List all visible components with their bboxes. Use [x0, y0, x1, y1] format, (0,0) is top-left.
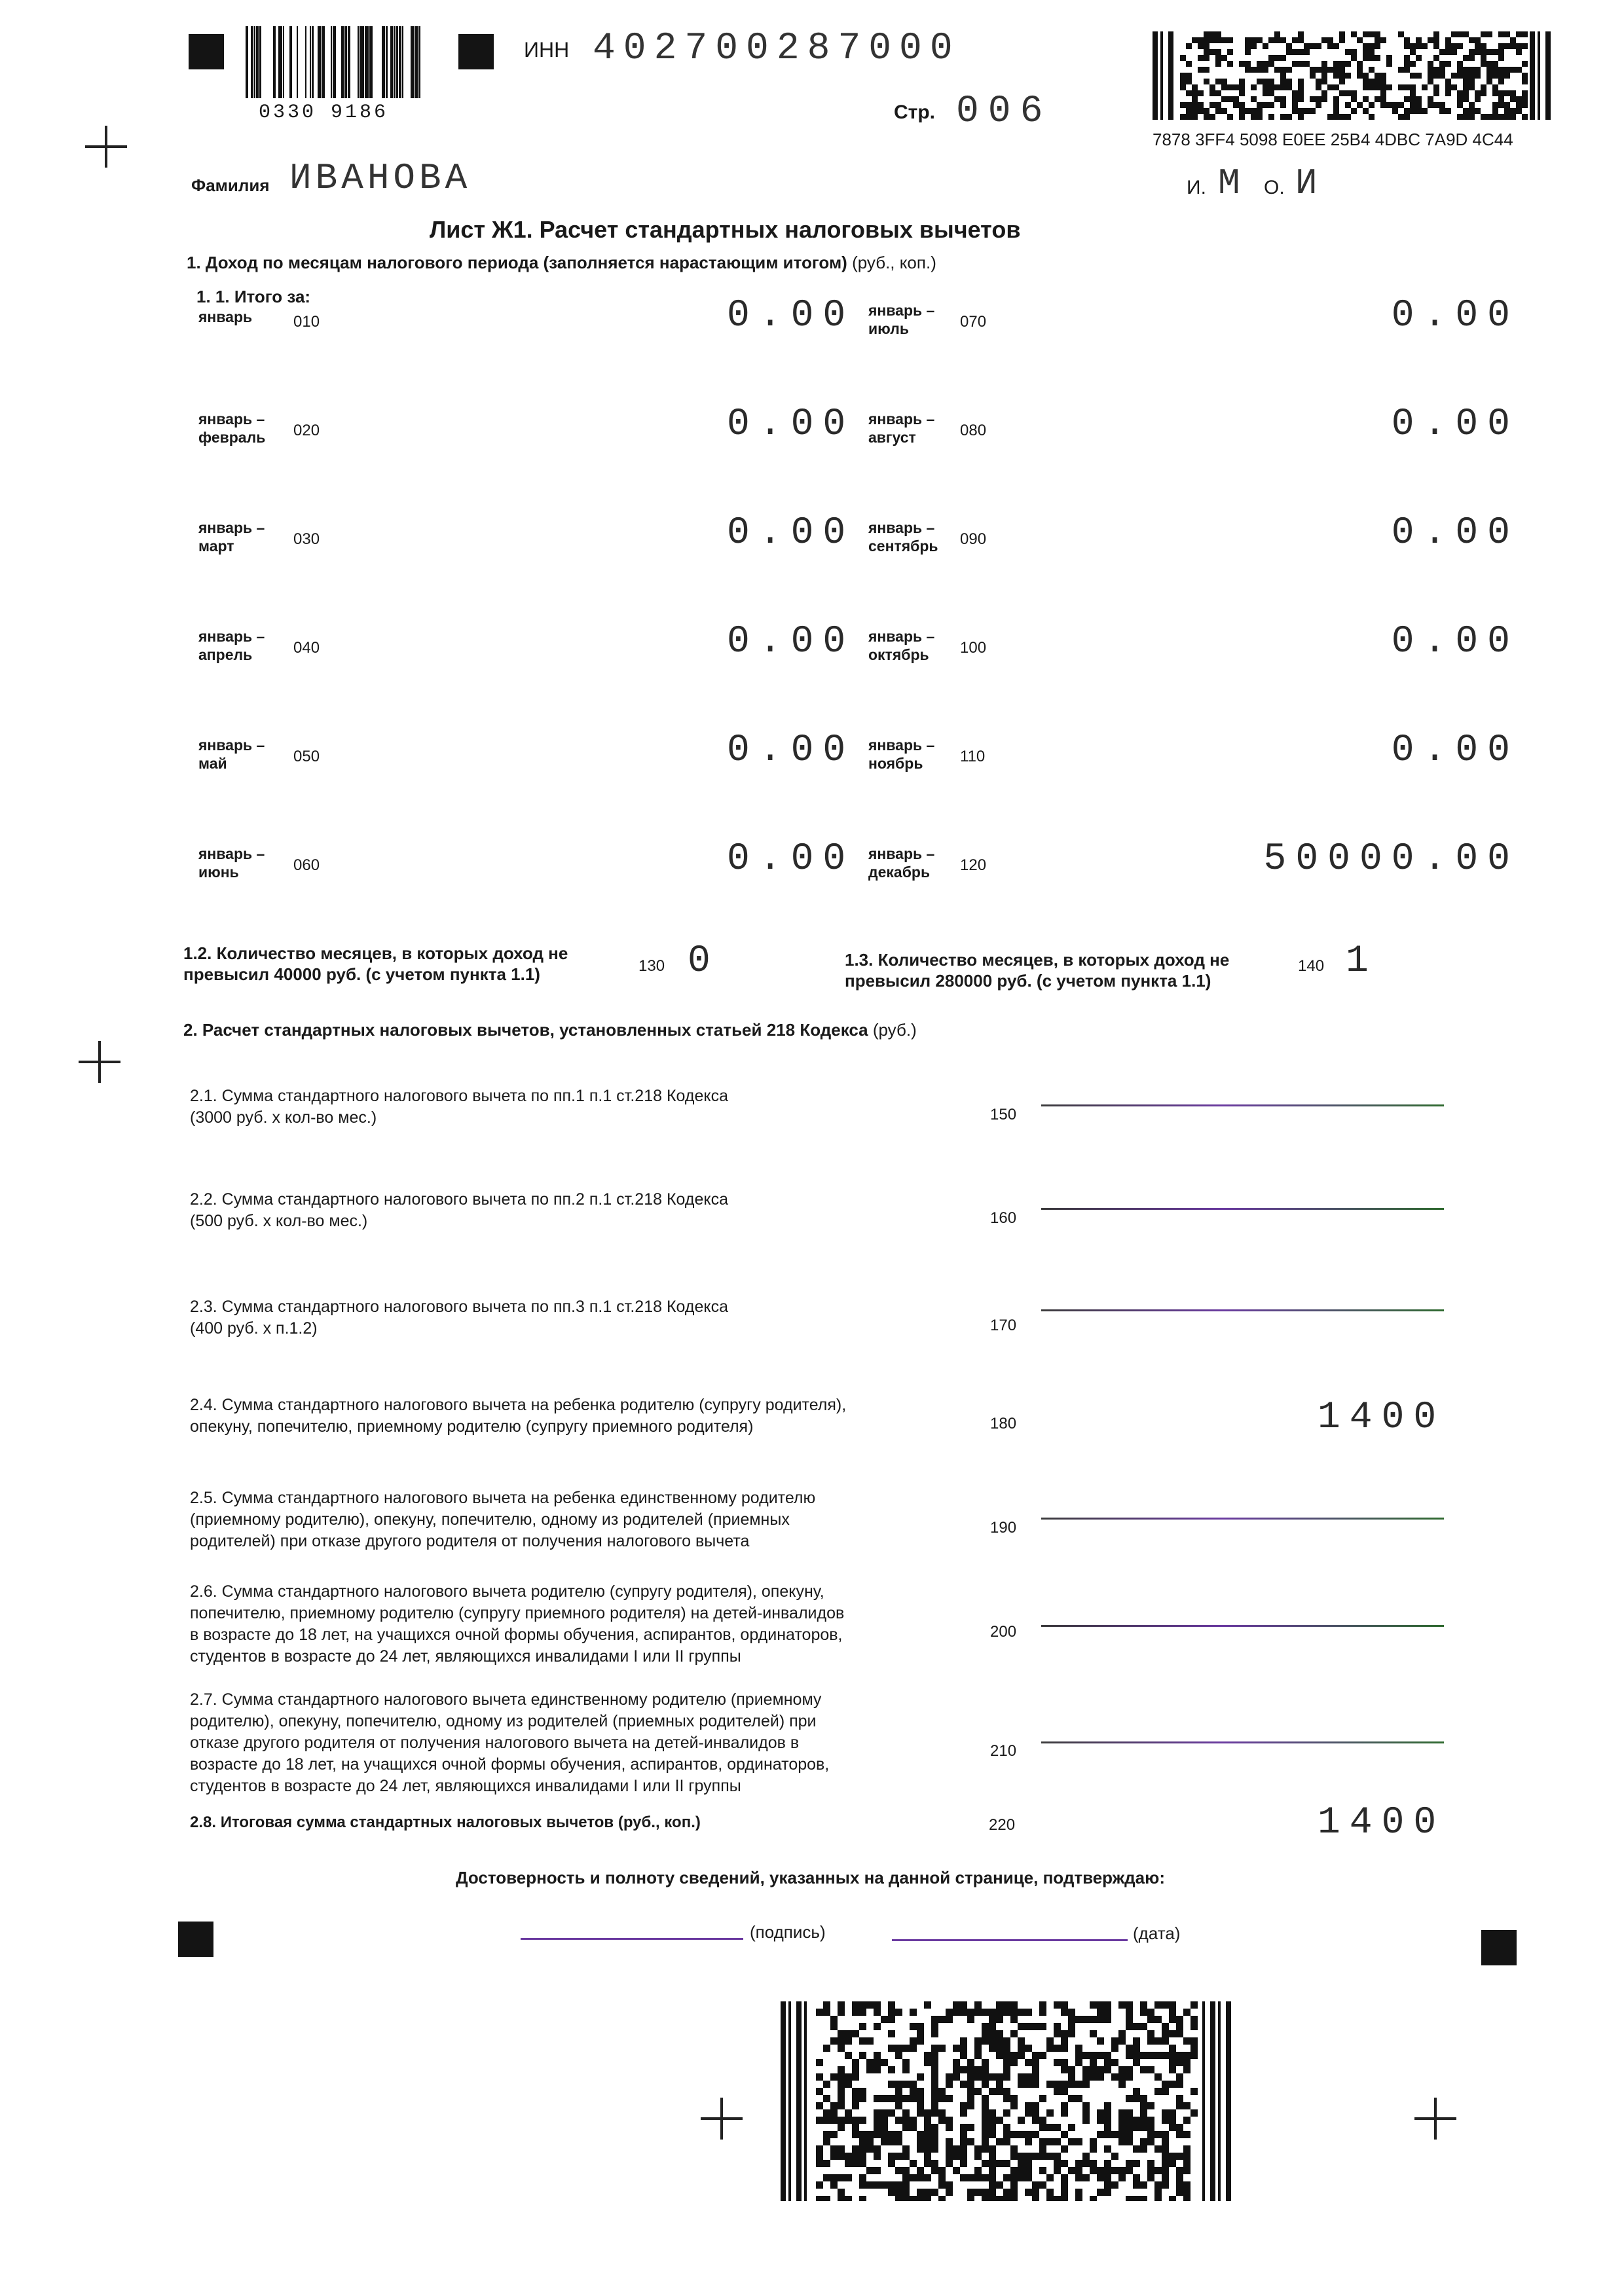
- income-value: 0.00: [1391, 512, 1519, 555]
- month-label: январь – октябрь: [868, 628, 935, 663]
- confirmation-text: Достоверность и полноту сведений, указанных на данной странице, подтверждаю:: [456, 1868, 1165, 1887]
- deduction-blank-line: [1041, 1518, 1444, 1520]
- row-code: 050: [293, 748, 320, 765]
- deduction-text: 2.4. Сумма стандартного налогового вычета на ребенка родителю (супругу родителя), опекуну, попечителю, приемному родителю (супругу приемного родителя): [190, 1396, 847, 1436]
- deduction-blank-line: [1041, 1104, 1444, 1106]
- month-label: январь – август: [868, 410, 935, 446]
- q13-text: 1.3. Количество месяцев, в которых доход не превысил 280000 руб. (с учетом пункта 1.1): [845, 950, 1230, 991]
- deduction-blank-line: [1041, 1741, 1444, 1743]
- deduction-blank-line: [1041, 1309, 1444, 1311]
- row-code: 100: [960, 639, 987, 657]
- registration-cross-top: [85, 126, 127, 168]
- page-label: Стр.: [894, 101, 936, 123]
- income-value: 0.00: [727, 621, 855, 663]
- income-value: 0.00: [727, 295, 855, 337]
- deduction-code: 180: [990, 1415, 1017, 1432]
- initial-name-value: М: [1218, 162, 1240, 204]
- income-value: 0.00: [727, 512, 855, 555]
- qr-code-bottom: [781, 2001, 1232, 2201]
- deduction-text: 2.3. Сумма стандартного налогового вычета по пп.3 п.1 ст.218 Кодекса (400 руб. х п.1.2): [190, 1298, 728, 1338]
- row-code: 010: [293, 313, 320, 331]
- date-label: (дата): [1133, 1923, 1181, 1943]
- page-value: 006: [956, 90, 1052, 133]
- q12-code: 130: [638, 957, 665, 975]
- row-code: 070: [960, 313, 987, 331]
- month-label: январь – май: [198, 737, 265, 772]
- registration-cross-bottom-left: [701, 2098, 743, 2140]
- income-value: 0.00: [727, 729, 855, 772]
- month-label: январь – ноябрь: [868, 737, 935, 772]
- deduction-text: 2.2. Сумма стандартного налогового вычета по пп.2 п.1 ст.218 Кодекса (500 руб. х кол-во мес.): [190, 1190, 728, 1230]
- deduction-value: 1400: [1318, 1396, 1446, 1439]
- income-value: 0.00: [1391, 295, 1519, 337]
- surname-value: ИВАНОВА: [289, 157, 471, 199]
- month-label: январь: [198, 308, 253, 325]
- section1-subheading: 1. 1. Итого за:: [196, 287, 311, 306]
- linear-barcode: [246, 26, 422, 98]
- deduction-code: 170: [990, 1317, 1017, 1334]
- corner-marker-top-mid: [458, 34, 494, 69]
- month-label: январь – сентябрь: [868, 519, 938, 555]
- deduction-text: 2.7. Сумма стандартного налогового вычета единственному родителю (приемному родителю), опекуну, попечителю, одному из родителей (приемных родителей) при отказе другого родителя от получения налогового вычета на детей-инвалидов в возрасте до 18 лет, на учащихся очной формы обучения, аспирантов, ординаторов, студентов в возрасте до 24 лет, являющихся инвалидами I или II группы: [190, 1690, 830, 1795]
- signature-label: (подпись): [750, 1922, 826, 1942]
- row-code: 080: [960, 422, 987, 439]
- inn-value: 402700287000: [593, 27, 961, 70]
- qr-code-top: [1153, 31, 1552, 120]
- month-label: январь – апрель: [198, 628, 265, 663]
- registration-cross-middle: [79, 1041, 120, 1083]
- q13-code: 140: [1298, 957, 1325, 975]
- income-value: 0.00: [1391, 403, 1519, 446]
- initial-patronymic-value: И: [1295, 162, 1318, 204]
- corner-marker-bottom-left: [178, 1922, 213, 1957]
- initial-patronymic-label: О.: [1264, 177, 1285, 198]
- deduction-text: 2.1. Сумма стандартного налогового вычета по пп.1 п.1 ст.218 Кодекса (3000 руб. х кол-во мес.): [190, 1087, 728, 1127]
- registration-cross-bottom-right: [1414, 2098, 1456, 2140]
- month-label: январь – июль: [868, 302, 935, 337]
- deduction-text: 2.6. Сумма стандартного налогового вычета родителю (супругу родителя), опекуну, попечителю, приемному родителю (супругу приемного родителя) на детей-инвалидов в возрасте до 18 лет, на учащихся очной формы обучения, аспирантов, ординаторов, студентов в возрасте до 24 лет, являющихся инвалидами I или II группы: [190, 1582, 845, 1666]
- month-label: январь – февраль: [198, 410, 266, 446]
- deduction-code: 160: [990, 1209, 1017, 1227]
- row-code: 110: [960, 748, 986, 765]
- total-code: 220: [989, 1816, 1016, 1834]
- deduction-code: 200: [990, 1623, 1017, 1641]
- deduction-blank-line: [1041, 1625, 1444, 1627]
- signature-line[interactable]: [521, 1938, 743, 1940]
- section2-heading: 2. Расчет стандартных налоговых вычетов, установленных статьей 218 Кодекса (руб.): [183, 1020, 917, 1040]
- row-code: 060: [293, 856, 320, 874]
- income-value: 50000.00: [1263, 838, 1519, 881]
- surname-label: Фамилия: [191, 175, 270, 195]
- deduction-code: 150: [990, 1106, 1017, 1123]
- month-label: январь – декабрь: [868, 845, 935, 881]
- q12-text: 1.2. Количество месяцев, в которых доход не превысил 40000 руб. (с учетом пункта 1.1): [183, 943, 568, 984]
- income-value: 0.00: [1391, 621, 1519, 663]
- row-code: 120: [960, 856, 987, 874]
- deduction-code: 190: [990, 1518, 1017, 1537]
- row-code: 030: [293, 530, 320, 548]
- row-code: 020: [293, 422, 320, 439]
- initial-name-label: И.: [1187, 177, 1206, 198]
- corner-marker-bottom-right: [1481, 1930, 1517, 1965]
- corner-marker-top-left: [189, 34, 224, 69]
- total-text: 2.8. Итоговая сумма стандартных налоговых вычетов (руб., коп.): [190, 1813, 701, 1831]
- income-value: 0.00: [727, 838, 855, 881]
- total-value: 1400: [1318, 1802, 1446, 1844]
- barcode-number: 0330 9186: [259, 101, 389, 124]
- page-title: Лист Ж1. Расчет стандартных налоговых вычетов: [430, 216, 1021, 243]
- date-line[interactable]: [892, 1939, 1128, 1941]
- deduction-blank-line: [1041, 1208, 1444, 1210]
- row-code: 040: [293, 639, 320, 657]
- month-label: январь – март: [198, 519, 265, 555]
- deduction-text: 2.5. Сумма стандартного налогового вычета на ребенка единственному родителю (приемному родителю), опекуну, попечителю, одному из родителей (приемных родителей) при отказе другого родителя от получения налогового вычета: [190, 1489, 816, 1550]
- row-code: 090: [960, 530, 987, 548]
- income-value: 0.00: [727, 403, 855, 446]
- q13-value: 1: [1346, 940, 1378, 983]
- hash-code: 7878 3FF4 5098 E0EE 25B4 4DBC 7A9D 4C44: [1153, 130, 1513, 149]
- inn-label: ИНН: [524, 38, 570, 62]
- month-label: январь – июнь: [198, 845, 265, 881]
- deduction-code: 210: [990, 1741, 1017, 1760]
- section1-heading: 1. Доход по месяцам налогового периода (заполняется нарастающим итогом) (руб., коп.): [187, 253, 936, 272]
- income-value: 0.00: [1391, 729, 1519, 772]
- q12-value: 0: [688, 940, 720, 983]
